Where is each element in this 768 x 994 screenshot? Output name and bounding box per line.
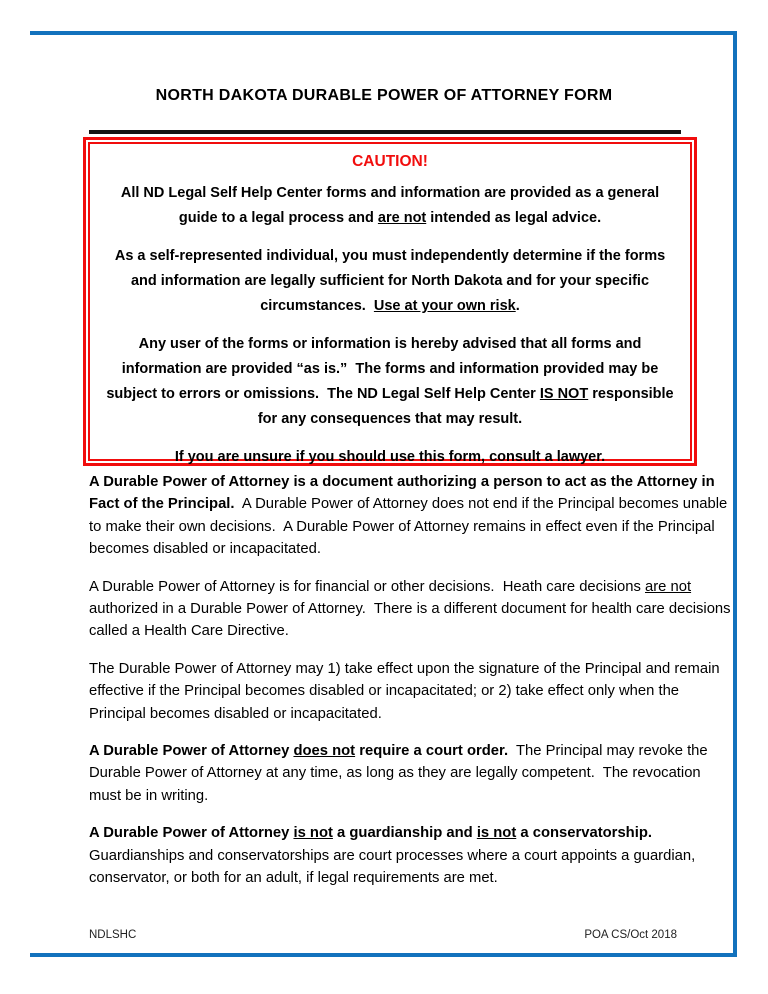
paragraph <box>89 740 735 807</box>
paragraph <box>104 445 676 470</box>
text-run: . <box>515 298 520 314</box>
text-run: a guardianship and <box>332 825 477 842</box>
text-run: A Durable Power of Attorney is a document authorizing a person to act as the Attorney in Fact of the Principal. <box>89 474 719 513</box>
paragraph <box>104 181 676 231</box>
body-paragraphs <box>89 471 735 905</box>
text-run: The Durable Power of Attorney may 1) take effect upon the signature of the Principal and remain effective if the Principal becomes disabled or incapacitated; or 2) take effect only when the Principal becomes disabled or incapacitated. <box>89 660 724 722</box>
footer-org-code: NDLSHC <box>89 929 137 941</box>
caution-box-inner <box>88 142 692 465</box>
paragraph <box>89 658 735 725</box>
text-run: intended as legal advice. <box>426 210 602 226</box>
caution-paragraphs <box>104 181 676 470</box>
text-run: a conservatorship. <box>516 825 652 842</box>
text-run: The Principal may revoke the Durable Power of Attorney at any time, as long as they are legally competent. The revocation must be in writing. <box>89 743 712 804</box>
text-run: If you are unsure if you should use this form, consult a lawyer. <box>174 449 606 465</box>
text-run: authorized in a Durable Power of Attorney. There is a different document for health care decisions called a Health Care Directive. <box>89 578 735 640</box>
text-run: does not <box>293 743 356 760</box>
paragraph <box>89 822 735 889</box>
page-footer <box>89 929 677 941</box>
text-run: are not <box>377 210 427 226</box>
text-run: A Durable Power of Attorney is for financial or other decisions. Heath care decisions <box>89 578 645 595</box>
paragraph <box>104 332 676 432</box>
text-run: is not <box>293 825 333 842</box>
text-run: IS NOT <box>539 386 589 402</box>
text-run: All ND Legal Self Help Center forms and information are provided as a general guide to a legal process and <box>120 185 664 226</box>
text-run: As a self-represented individual, you must independently determine if the forms and information are legally sufficient for North Dakota and for your specific circumstances. <box>114 248 670 314</box>
text-run: A Durable Power of Attorney <box>89 743 294 760</box>
text-run: Guardianships and conservatorships are court processes where a court appoints a guardian, conservator, or both for an adult, if legal requirements are met. <box>89 825 700 887</box>
text-run: Any user of the forms or information is hereby advised that all forms and information are provided “as is.” The forms and information provided may be subject to errors or omissions. The ND Legal Self Help Center <box>106 336 663 402</box>
caution-heading: CAUTION! <box>352 153 428 170</box>
text-run: A Durable Power of Attorney does not end if the Principal becomes unable to make their own decisions. A Durable Power of Attorney remains in effect even if the Principal becomes disabled or incapacitated. <box>89 496 732 558</box>
paragraph <box>104 244 676 319</box>
text-run: require a court order. <box>355 743 509 760</box>
title-rule <box>89 130 681 134</box>
text-run: Use at your own risk <box>373 298 516 314</box>
text-run: is not <box>476 825 517 842</box>
text-run: are not <box>645 578 692 595</box>
footer-doc-code: POA CS/Oct 2018 <box>584 929 677 941</box>
paragraph <box>89 471 735 561</box>
document-title: NORTH DAKOTA DURABLE POWER OF ATTORNEY FORM <box>155 87 613 104</box>
caution-box <box>83 137 697 466</box>
paragraph <box>89 576 735 643</box>
text-run: A Durable Power of Attorney <box>89 825 294 842</box>
text-run: responsible for any consequences that may result. <box>257 386 678 427</box>
